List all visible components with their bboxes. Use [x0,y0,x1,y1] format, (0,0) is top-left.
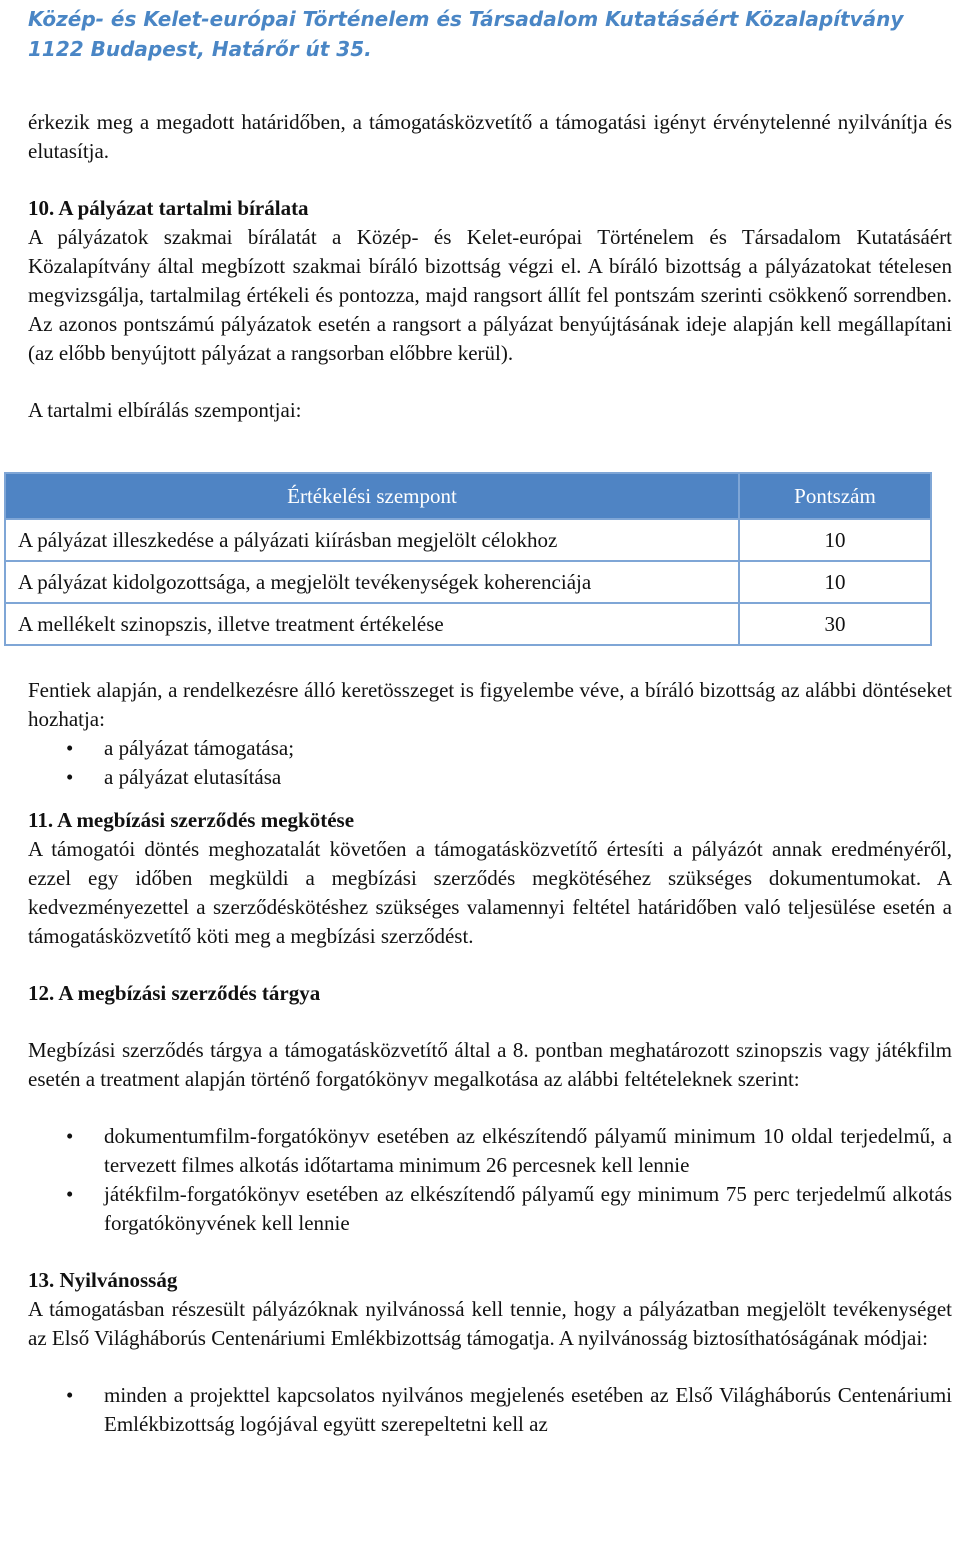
section-11-paragraph: A támogatói döntés meghozatalát követően a támogatásközvetítő értesíti a pályázót annak eredményéről, ezzel egy időben megküldi a megbízási szerződés megkötéséhez szükséges dokumentumokat. A kedvezményezettel a szerződéskötéshez szükséges valamennyi feltétel határidőben való teljesülése esetén a támogatásközvetítő köti meg a megbízási szerződést. [28,837,952,948]
list-item: • a pályázat elutasítása [28,763,952,792]
table-row [5,603,931,645]
header-address: 1122 Budapest, Határőr út 35. [28,37,372,61]
table-header-row [5,473,931,519]
bullet-icon: • [66,736,74,760]
list-item: • minden a projekttel kapcsolatos nyilvános megjelenés esetében az Első Világháborús Centenáriumi Emlékbizottság logójával együtt szerepeltetni kell az [66,1383,952,1436]
bullet-icon: • [66,1124,74,1148]
section-13-list [28,1381,952,1439]
section-13-heading: 13. Nyilvánosság [28,1268,178,1292]
table-cell-criterion: A pályázat illeszkedése a pályázati kiírásban megjelölt célokhoz [5,519,739,561]
table-cell-points: 10 [739,519,931,561]
criteria-intro: A tartalmi elbírálás szempontjai: [28,398,302,422]
list-item: • játékfilm-forgatókönyv esetében az elkészítendő pályamű egy minimum 75 perc terjedelmű alkotás forgatókönyvének kell lennie [66,1182,952,1235]
bullet-icon: • [66,765,74,789]
decisions-list [28,734,952,792]
list-item: • dokumentumfilm-forgatókönyv esetében az elkészítendő pályamű minimum 10 oldal terjedelmű, a tervezett filmes alkotás időtartama minimum 26 percesnek kell lennie [66,1124,952,1177]
document-body [28,108,952,425]
table-cell-criterion: A mellékelt szinopszis, illetve treatment értékelése [5,603,739,645]
section-11-heading: 11. A megbízási szerződés megkötése [28,808,355,832]
table-header-points: Pontszám [739,473,931,519]
table-cell-points: 10 [739,561,931,603]
section-13-paragraph: A támogatásban részesült pályázóknak nyilvánossá kell tennie, hogy a pályázatban megjelölt tevékenységet az Első Világháborús Centenáriumi Emlékbizottság támogatja. A nyilvánosság biztosíthatóságának módjai: [28,1297,952,1350]
table-row [5,561,931,603]
table-row [5,519,931,561]
table-cell-points: 30 [739,603,931,645]
section-12-list [28,1122,952,1238]
bullet-icon: • [66,1383,74,1407]
section-12-heading: 12. A megbízási szerződés tárgya [28,981,321,1005]
bullet-icon: • [66,1182,74,1206]
document-body-continued [28,676,952,1439]
decisions-paragraph: Fentiek alapján, a rendelkezésre álló keretösszeget is figyelembe véve, a bíráló bizottság az alábbi döntéseket hozhatja: [28,678,952,731]
header-organization: Közép- és Kelet-európai Történelem és Társadalom Kutatásáért Közalapítvány [28,7,904,31]
intro-paragraph: érkezik meg a megadott határidőben, a támogatásközvetítő a támogatási igényt érvénytelenné nyilvánítja és elutasítja. [28,110,952,163]
list-item: • a pályázat támogatása; [28,734,952,763]
table-cell-criterion: A pályázat kidolgozottsága, a megjelölt tevékenységek koherenciája [5,561,739,603]
section-10-paragraph: A pályázatok szakmai bírálatát a Közép- és Kelet-európai Történelem és Társadalom Kutatásáért Közalapítvány által megbízott szakmai bíráló bizottság végzi el. A bíráló bizottság a pályázatokat tételesen megvizsgálja, tartalmilag értékeli és pontozza, majd rangsort állít fel pontszám szerinti csökkenő sorrendben. Az azonos pontszámú pályázatok esetén a rangsort a pályázat benyújtásának ideje alapján kell megállapítani (az előbb benyújtott pályázat a rangsorban előbbre kerül). [28,225,952,365]
criteria-table [4,472,932,646]
page-header [28,4,940,64]
section-10-heading: 10. A pályázat tartalmi bírálata [28,196,309,220]
section-12-paragraph: Megbízási szerződés tárgya a támogatásközvetítő által a 8. pontban meghatározott szinopszis vagy játékfilm esetén a treatment alapján történő forgatókönyv megalkotása az alábbi feltételeknek szerint: [28,1038,952,1091]
table-header-criterion: Értékelési szempont [5,473,739,519]
